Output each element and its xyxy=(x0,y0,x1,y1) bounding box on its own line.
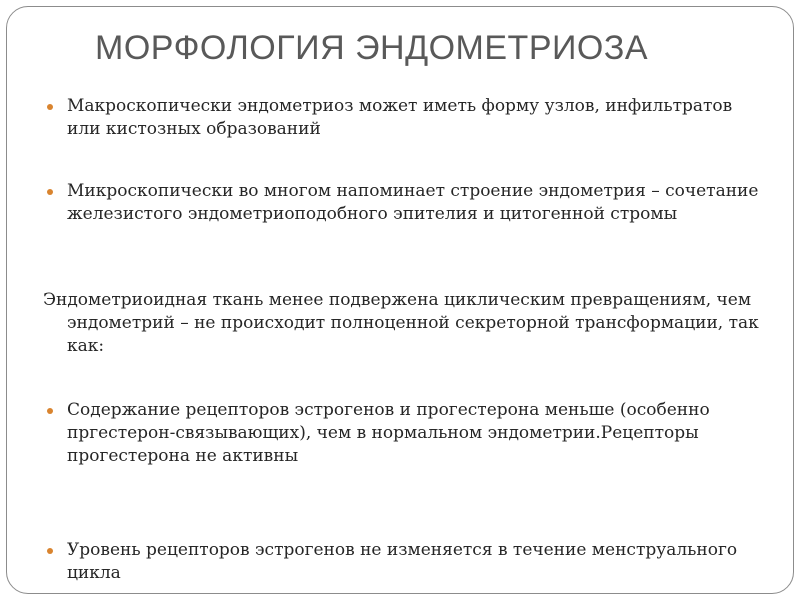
bullet-item-receptors xyxy=(67,399,767,468)
bullet-text: Макроскопически эндометриоз может иметь форму узлов, инфильтратов или кистозных образований xyxy=(67,96,733,139)
bullet-dot-icon xyxy=(47,548,53,554)
bullet-item-macroscopy xyxy=(67,95,767,141)
bullet-text: Уровень рецепторов эстрогенов не изменяется в течение менструального цикла xyxy=(67,540,738,583)
paragraph-tissue: Эндометриоидная ткань менее подвержена циклическим превращениям, чем эндометрий – не происходит полноценной секреторной трансформации, так как: xyxy=(43,290,759,356)
bullet-dot-icon xyxy=(47,189,53,195)
bullet-text: Микроскопически во многом напоминает строение эндометрия – сочетание железистого эндометриоподобного эпителия и цитогенной стромы xyxy=(67,181,759,224)
bullet-item-estrogen-level xyxy=(67,539,767,585)
bullet-dot-icon xyxy=(47,104,53,110)
slide-title: МОРФОЛОГИЯ ЭНДОМЕТРИОЗА xyxy=(95,29,649,67)
slide xyxy=(6,6,794,594)
bullet-item-microscopy xyxy=(67,180,767,226)
bullet-dot-icon xyxy=(47,408,53,414)
bullet-text: Содержание рецепторов эстрогенов и прогестерона меньше (особенно пргестерон-связывающих), чем в нормальном эндометрии.Рецепторы прогестерона не активны xyxy=(67,400,710,466)
